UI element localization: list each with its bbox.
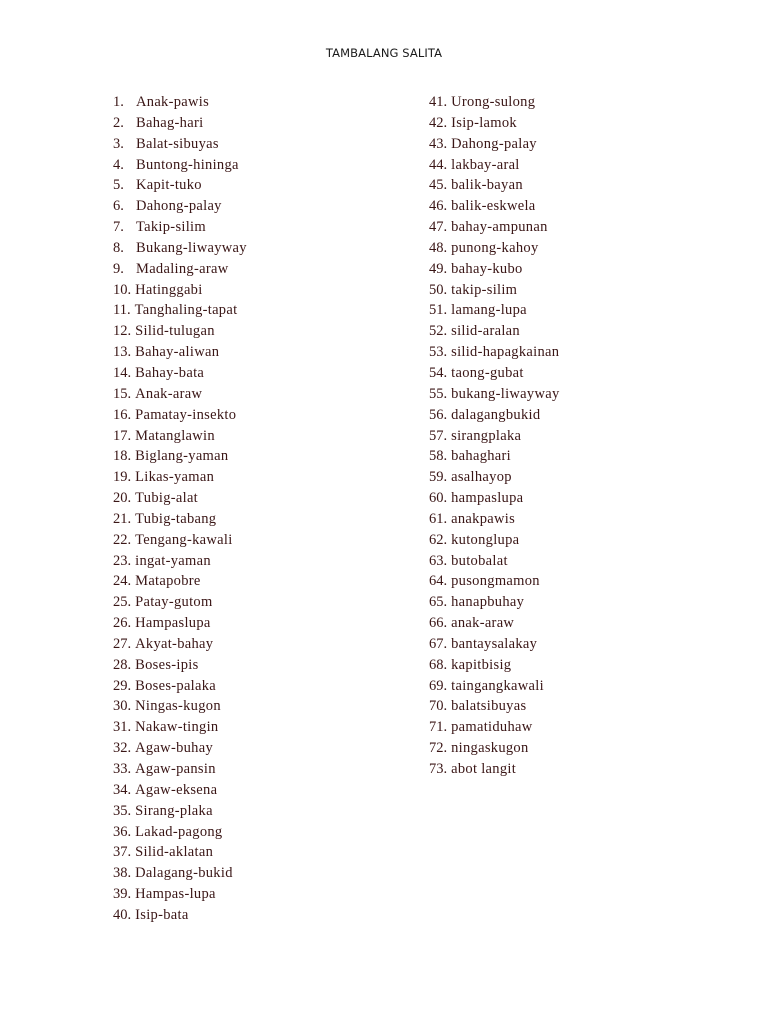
list-item <box>429 217 729 238</box>
item-number: 29. <box>113 677 132 694</box>
list-item <box>113 426 413 447</box>
item-number: 37. <box>113 844 132 861</box>
item-number: 8. <box>113 239 124 256</box>
list-item <box>429 300 729 321</box>
list-item <box>113 738 413 759</box>
item-number: 68. <box>429 656 448 673</box>
item-word: sirangplaka <box>451 427 522 444</box>
item-word: bahay-kubo <box>451 260 523 277</box>
item-number: 64. <box>429 573 448 590</box>
list-item <box>429 551 729 572</box>
item-number: 38. <box>113 865 132 882</box>
item-word: Silid-aklatan <box>135 844 214 861</box>
list-item <box>113 175 413 196</box>
item-word: ningaskugon <box>451 740 529 757</box>
list-item <box>429 488 729 509</box>
list-item <box>113 696 413 717</box>
item-number: 39. <box>113 886 132 903</box>
list-item <box>429 446 729 467</box>
item-word: Pamatay-insekto <box>135 406 237 423</box>
item-word: Bahay-bata <box>135 364 205 381</box>
item-number: 2. <box>113 114 124 131</box>
item-number: 6. <box>113 198 124 215</box>
item-word: ingat-yaman <box>135 552 211 569</box>
item-number: 63. <box>429 552 448 569</box>
list-item <box>429 634 729 655</box>
item-word: Lakad-pagong <box>135 823 223 840</box>
list-item <box>113 571 413 592</box>
item-number: 58. <box>429 448 448 465</box>
list-item <box>113 217 413 238</box>
item-word: lakbay-aral <box>451 156 520 173</box>
item-word: hampaslupa <box>451 490 524 507</box>
list-item <box>429 405 729 426</box>
item-number: 15. <box>113 385 132 402</box>
item-number: 25. <box>113 594 132 611</box>
item-word: Nakaw-tingin <box>135 719 219 736</box>
item-word: Hampaslupa <box>135 615 211 632</box>
list-item <box>113 822 413 843</box>
list-item <box>429 467 729 488</box>
list-item <box>429 280 729 301</box>
list-item <box>113 551 413 572</box>
item-word: taingangkawali <box>451 677 544 694</box>
list-item <box>429 509 729 530</box>
item-word: bahay-ampunan <box>451 219 548 236</box>
item-number: 1. <box>113 94 124 110</box>
list-item <box>113 259 413 280</box>
item-number: 19. <box>113 469 132 486</box>
item-word: Matanglawin <box>135 427 215 444</box>
item-number: 11. <box>113 302 131 319</box>
list-item <box>113 155 413 176</box>
item-number: 45. <box>429 177 448 194</box>
item-word: Agaw-eksena <box>135 781 218 798</box>
item-number: 33. <box>113 761 132 777</box>
item-number: 23. <box>113 552 132 569</box>
item-number: 7. <box>113 219 124 236</box>
item-number: 65. <box>429 594 448 611</box>
list-item <box>113 238 413 259</box>
item-word: Urong-sulong <box>451 94 536 110</box>
item-word: Patay-gutom <box>135 594 213 611</box>
item-word: Likas-yaman <box>135 469 215 486</box>
item-word: pamatiduhaw <box>451 719 533 736</box>
list-item <box>113 321 413 342</box>
word-list-left <box>113 92 413 926</box>
item-word: Dalagang-bukid <box>135 865 233 882</box>
item-number: 53. <box>429 344 448 361</box>
item-word: pusongmamon <box>451 573 540 590</box>
item-number: 28. <box>113 656 132 673</box>
list-item <box>429 321 729 342</box>
item-number: 61. <box>429 510 448 527</box>
item-word: Isip-bata <box>135 906 189 923</box>
item-word: Hatinggabi <box>135 281 203 298</box>
item-word: butobalat <box>451 552 508 569</box>
item-word: lamang-lupa <box>451 302 527 319</box>
item-number: 42. <box>429 114 448 131</box>
item-word: anakpawis <box>451 510 516 527</box>
item-word: Biglang-yaman <box>135 448 229 465</box>
list-item <box>429 259 729 280</box>
item-word: Boses-palaka <box>135 677 217 694</box>
list-item <box>113 592 413 613</box>
item-number: 66. <box>429 615 448 632</box>
item-word: Hampas-lupa <box>135 886 216 903</box>
item-word: Balat-sibuyas <box>136 135 219 152</box>
item-number: 57. <box>429 427 448 444</box>
list-item <box>113 863 413 884</box>
list-item <box>113 676 413 697</box>
item-number: 24. <box>113 573 132 590</box>
item-word: Agaw-pansin <box>135 761 216 777</box>
list-item <box>113 905 413 926</box>
list-item <box>113 467 413 488</box>
item-number: 32. <box>113 740 132 757</box>
item-word: Agaw-buhay <box>135 740 214 757</box>
item-number: 71. <box>429 719 448 736</box>
list-item <box>113 655 413 676</box>
list-item <box>113 634 413 655</box>
item-word: Kapit-tuko <box>136 177 202 194</box>
item-number: 55. <box>429 385 448 402</box>
item-number: 70. <box>429 698 448 715</box>
item-word: Matapobre <box>135 573 201 590</box>
item-number: 21. <box>113 510 132 527</box>
list-item <box>429 155 729 176</box>
item-word: bantaysalakay <box>451 635 538 652</box>
list-item <box>429 196 729 217</box>
item-word: punong-kahoy <box>451 239 539 256</box>
list-item <box>429 175 729 196</box>
item-number: 22. <box>113 531 132 548</box>
word-list-right <box>429 92 729 780</box>
item-word: Tubig-alat <box>135 490 199 507</box>
list-item <box>429 655 729 676</box>
list-item <box>113 613 413 634</box>
item-number: 73. <box>429 761 448 777</box>
list-item <box>429 113 729 134</box>
item-word: Tubig-tabang <box>135 510 217 527</box>
item-number: 9. <box>113 260 124 277</box>
item-number: 46. <box>429 198 448 215</box>
list-item <box>429 571 729 592</box>
item-word: balik-bayan <box>451 177 523 194</box>
item-word: Bukang-liwayway <box>136 239 247 256</box>
item-word: hanapbuhay <box>451 594 525 611</box>
item-word: silid-aralan <box>451 323 520 340</box>
list-item <box>429 92 729 113</box>
item-number: 30. <box>113 698 132 715</box>
list-item <box>113 842 413 863</box>
item-number: 44. <box>429 156 448 173</box>
list-item <box>429 717 729 738</box>
item-word: Bahay-aliwan <box>135 344 220 361</box>
item-number: 18. <box>113 448 132 465</box>
list-item <box>429 676 729 697</box>
item-word: Bahag-hari <box>136 114 204 131</box>
document-title: TAMBALANG SALITA <box>325 46 443 60</box>
item-number: 49. <box>429 260 448 277</box>
item-number: 62. <box>429 531 448 548</box>
item-word: Silid-tulugan <box>135 323 215 340</box>
item-number: 59. <box>429 469 448 486</box>
item-number: 43. <box>429 135 448 152</box>
list-item <box>113 780 413 801</box>
item-number: 56. <box>429 406 448 423</box>
item-word: takip-silim <box>451 281 518 298</box>
item-word: Akyat-bahay <box>135 635 214 652</box>
item-number: 34. <box>113 781 132 798</box>
list-item <box>429 738 729 759</box>
list-item <box>113 884 413 905</box>
item-word: Tanghaling-tapat <box>134 302 238 319</box>
item-word: dalagangbukid <box>451 406 541 423</box>
list-item <box>429 342 729 363</box>
item-number: 16. <box>113 406 132 423</box>
item-number: 54. <box>429 364 448 381</box>
list-item <box>113 300 413 321</box>
list-item <box>429 134 729 155</box>
item-number: 67. <box>429 635 448 652</box>
item-number: 4. <box>113 156 124 173</box>
item-number: 3. <box>113 135 124 152</box>
item-word: Buntong-hininga <box>136 156 239 173</box>
list-item <box>429 759 729 780</box>
list-item <box>113 280 413 301</box>
item-word: Tengang-kawali <box>135 531 233 548</box>
list-item <box>429 696 729 717</box>
item-number: 52. <box>429 323 448 340</box>
item-number: 69. <box>429 677 448 694</box>
item-number: 60. <box>429 490 448 507</box>
list-item <box>113 363 413 384</box>
item-word: bahaghari <box>451 448 511 465</box>
item-word: bukang-liwayway <box>451 385 560 402</box>
item-number: 20. <box>113 490 132 507</box>
list-item <box>429 592 729 613</box>
list-item <box>113 509 413 530</box>
item-word: kapitbisig <box>451 656 512 673</box>
item-word: Dahong-palay <box>136 198 222 215</box>
item-word: Madaling-araw <box>136 260 229 277</box>
item-number: 72. <box>429 740 448 757</box>
item-word: Ningas-kugon <box>135 698 221 715</box>
item-number: 36. <box>113 823 132 840</box>
item-number: 27. <box>113 635 132 652</box>
item-word: Isip-lamok <box>451 114 517 131</box>
item-word: Anak-pawis <box>136 94 210 110</box>
item-number: 41. <box>429 94 448 110</box>
item-word: Boses-ipis <box>135 656 199 673</box>
list-item <box>429 238 729 259</box>
item-number: 40. <box>113 906 132 923</box>
item-word: silid-hapagkainan <box>451 344 560 361</box>
item-number: 26. <box>113 615 132 632</box>
item-number: 13. <box>113 344 132 361</box>
list-item <box>113 530 413 551</box>
item-number: 12. <box>113 323 132 340</box>
list-item <box>113 801 413 822</box>
list-item <box>113 717 413 738</box>
item-word: balatsibuyas <box>451 698 527 715</box>
list-item <box>113 384 413 405</box>
item-word: Sirang-plaka <box>135 802 213 819</box>
list-item <box>113 196 413 217</box>
list-item <box>113 134 413 155</box>
list-item <box>113 488 413 509</box>
list-item <box>113 405 413 426</box>
item-word: abot langit <box>451 761 517 777</box>
item-word: taong-gubat <box>451 364 524 381</box>
item-word: Dahong-palay <box>451 135 537 152</box>
item-word: balik-eskwela <box>451 198 536 215</box>
item-word: anak-araw <box>451 615 515 632</box>
item-number: 35. <box>113 802 132 819</box>
item-word: asalhayop <box>451 469 512 486</box>
list-item <box>429 613 729 634</box>
list-item <box>113 342 413 363</box>
item-number: 14. <box>113 364 132 381</box>
list-item <box>113 113 413 134</box>
list-item <box>113 759 413 780</box>
item-number: 5. <box>113 177 124 194</box>
list-item <box>429 384 729 405</box>
list-item <box>113 92 413 113</box>
item-number: 10. <box>113 281 132 298</box>
list-item <box>429 530 729 551</box>
item-number: 17. <box>113 427 132 444</box>
item-number: 50. <box>429 281 448 298</box>
item-number: 47. <box>429 219 448 236</box>
list-item <box>113 446 413 467</box>
item-number: 48. <box>429 239 448 256</box>
list-item <box>429 426 729 447</box>
item-number: 51. <box>429 302 448 319</box>
item-word: Takip-silim <box>136 219 206 236</box>
list-item <box>429 363 729 384</box>
item-word: Anak-araw <box>135 385 203 402</box>
item-word: kutonglupa <box>451 531 520 548</box>
item-number: 31. <box>113 719 132 736</box>
